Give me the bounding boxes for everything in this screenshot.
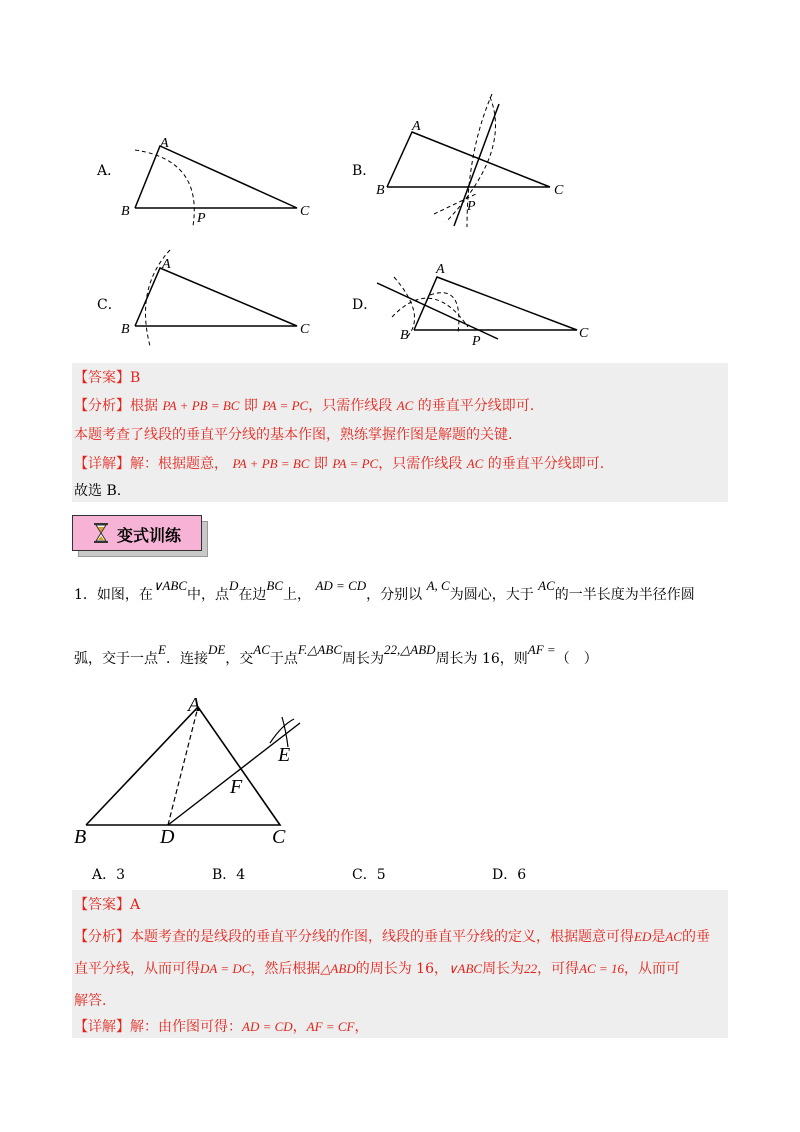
- math-expr: AD = CD: [315, 578, 367, 593]
- hourglass-icon: [93, 523, 109, 543]
- detail-tag: 【详解】: [74, 1019, 130, 1035]
- option-d[interactable]: D．6: [492, 867, 527, 883]
- point-p: P: [197, 211, 206, 226]
- point-c: C: [300, 322, 310, 337]
- q-text: 于点: [269, 651, 298, 667]
- math-expr: AC: [466, 456, 484, 471]
- point-b: B: [376, 183, 385, 198]
- math-expr: AC: [253, 642, 270, 657]
- answer-value: B: [130, 370, 141, 386]
- detail-text: 的垂直平分线即可.: [487, 456, 605, 472]
- option-c[interactable]: C．5: [352, 867, 386, 883]
- point-b: B: [121, 204, 130, 219]
- math-expr: AC: [665, 929, 682, 944]
- math-expr: AD = CD: [242, 1019, 293, 1034]
- analysis-text: 的垂: [681, 929, 710, 945]
- question-1-figure: [72, 695, 322, 855]
- detail-text: 解：根据题意，: [130, 456, 228, 472]
- analysis-text: 是: [651, 929, 666, 945]
- analysis-tag: 【分析】: [74, 398, 130, 414]
- math-expr: 22,△ABD: [384, 642, 436, 657]
- point-a: A: [436, 262, 445, 277]
- math-expr: A, C: [426, 578, 450, 593]
- option-b[interactable]: B．4: [212, 867, 246, 883]
- q-text: 周长为: [342, 651, 384, 667]
- math-expr: PA + PB = BC: [232, 456, 310, 471]
- point-b: B: [121, 322, 130, 337]
- point-b: B: [74, 826, 87, 848]
- q1-analysis-line-2: [74, 960, 680, 978]
- analysis-text: ，只需作线段: [308, 398, 393, 414]
- math-expr: AC = 16: [579, 961, 624, 976]
- figure-option-a: [115, 130, 325, 230]
- math-expr: AF = CF: [306, 1019, 355, 1034]
- figure-option-b: [372, 92, 582, 232]
- point-a: A: [188, 695, 201, 716]
- option-d-label: D．: [352, 297, 378, 313]
- math-expr: DA = DC: [200, 961, 251, 976]
- q-text: 弧，交于一点: [74, 651, 158, 667]
- option-b-label: B．: [352, 163, 377, 179]
- q-text: ，交: [225, 651, 254, 667]
- point-c: C: [300, 204, 310, 219]
- analysis-text: 周长为: [482, 961, 525, 977]
- answer-tag: 【答案】: [74, 897, 130, 913]
- math-expr: PA = PC: [262, 398, 309, 413]
- detail-text: 即: [313, 456, 328, 472]
- q-text: 在边: [238, 587, 267, 603]
- point-a: A: [160, 136, 169, 151]
- analysis-text: 根据: [130, 398, 158, 414]
- point-p: P: [467, 199, 476, 214]
- q1-detail-line: [74, 1018, 368, 1036]
- analysis-tag: 【分析】: [74, 929, 130, 945]
- analysis-text: 即: [243, 398, 258, 414]
- math-expr: F.△ABC: [297, 642, 342, 657]
- math-expr: PA + PB = BC: [162, 398, 240, 413]
- analysis-text: ，可得: [537, 961, 580, 977]
- detail-tag: 【详解】: [74, 456, 130, 472]
- point-a: A: [162, 257, 171, 272]
- math-expr: E: [158, 642, 166, 657]
- q-text: 1．如图，在: [74, 587, 153, 603]
- analysis-text: 直平分线，从而可得: [74, 961, 200, 977]
- point-c: C: [272, 826, 286, 848]
- analysis-text: 的周长为 16，: [355, 961, 448, 977]
- detail-text: ，: [292, 1019, 307, 1035]
- point-a: A: [412, 119, 421, 134]
- math-expr: PA = PC: [332, 456, 379, 471]
- q1-answer-line: [74, 896, 140, 914]
- detail-text: ，只需作线段: [378, 456, 463, 472]
- option-a[interactable]: A．3: [92, 867, 126, 883]
- q-text: ．连接: [165, 651, 208, 667]
- point-e: E: [278, 744, 291, 766]
- math-expr: AF =: [527, 642, 556, 657]
- math-expr: AC: [396, 398, 414, 413]
- math-expr: 22: [524, 961, 538, 976]
- math-expr: D: [229, 578, 239, 593]
- point-c: C: [579, 326, 589, 341]
- answer-tag: 【答案】: [74, 370, 130, 386]
- math-expr: △ABD: [320, 961, 356, 976]
- figure-option-d: [372, 255, 592, 350]
- math-expr: ∨ABC: [447, 961, 483, 976]
- conclusion-line: 故选 B.: [74, 483, 122, 499]
- analysis-text: ，然后根据: [250, 961, 321, 977]
- q-text: 中，点: [187, 587, 229, 603]
- answer-line: [74, 369, 140, 387]
- point-p: P: [472, 334, 481, 349]
- analysis-text: ，从而可: [623, 961, 680, 977]
- q-text: ，分别以: [366, 587, 423, 603]
- question-1-line-2: [74, 642, 598, 668]
- banner-face: [72, 515, 202, 551]
- section-banner: [72, 515, 208, 557]
- question-1-line-1: [74, 578, 695, 604]
- detail-text: 解：由作图可得：: [130, 1019, 242, 1035]
- option-a-label: A．: [97, 163, 122, 179]
- analysis-line-2: 本题考查了线段的垂直平分线的基本作图，熟练掌握作图是解题的关键.: [74, 427, 513, 443]
- analysis-text: 的垂直平分线即可.: [417, 398, 535, 414]
- q-text: 的一半长度为半径作圆: [554, 587, 695, 603]
- math-expr: DE: [207, 642, 226, 657]
- math-expr: ED: [634, 929, 652, 944]
- q-text: 周长为 16，则: [435, 651, 528, 667]
- banner-label: 变式训练: [117, 526, 182, 545]
- option-c-label: C．: [97, 297, 122, 313]
- analysis-line-1: [74, 397, 534, 415]
- point-c: C: [554, 183, 564, 198]
- analysis-text: 本题考查的是线段的垂直平分线的作图，线段的垂直平分线的定义，根据题意可得: [130, 929, 634, 945]
- detail-line: [74, 455, 604, 473]
- q-text: （ ）: [555, 651, 598, 667]
- math-expr: ∨ABC: [152, 578, 187, 593]
- point-b: B: [400, 328, 409, 343]
- math-expr: BC: [266, 578, 284, 593]
- q1-analysis-line-1: [74, 928, 710, 946]
- point-d: D: [160, 826, 175, 848]
- detail-text: ，: [354, 1019, 369, 1035]
- point-f: F: [230, 776, 243, 798]
- answer-value: A: [130, 897, 141, 913]
- q-text: 为圆心，大于: [449, 587, 534, 603]
- q1-analysis-line-3: 解答.: [74, 993, 107, 1009]
- figure-option-c: [115, 248, 325, 348]
- q-text: 上，: [283, 587, 312, 603]
- math-expr: AC: [538, 578, 555, 593]
